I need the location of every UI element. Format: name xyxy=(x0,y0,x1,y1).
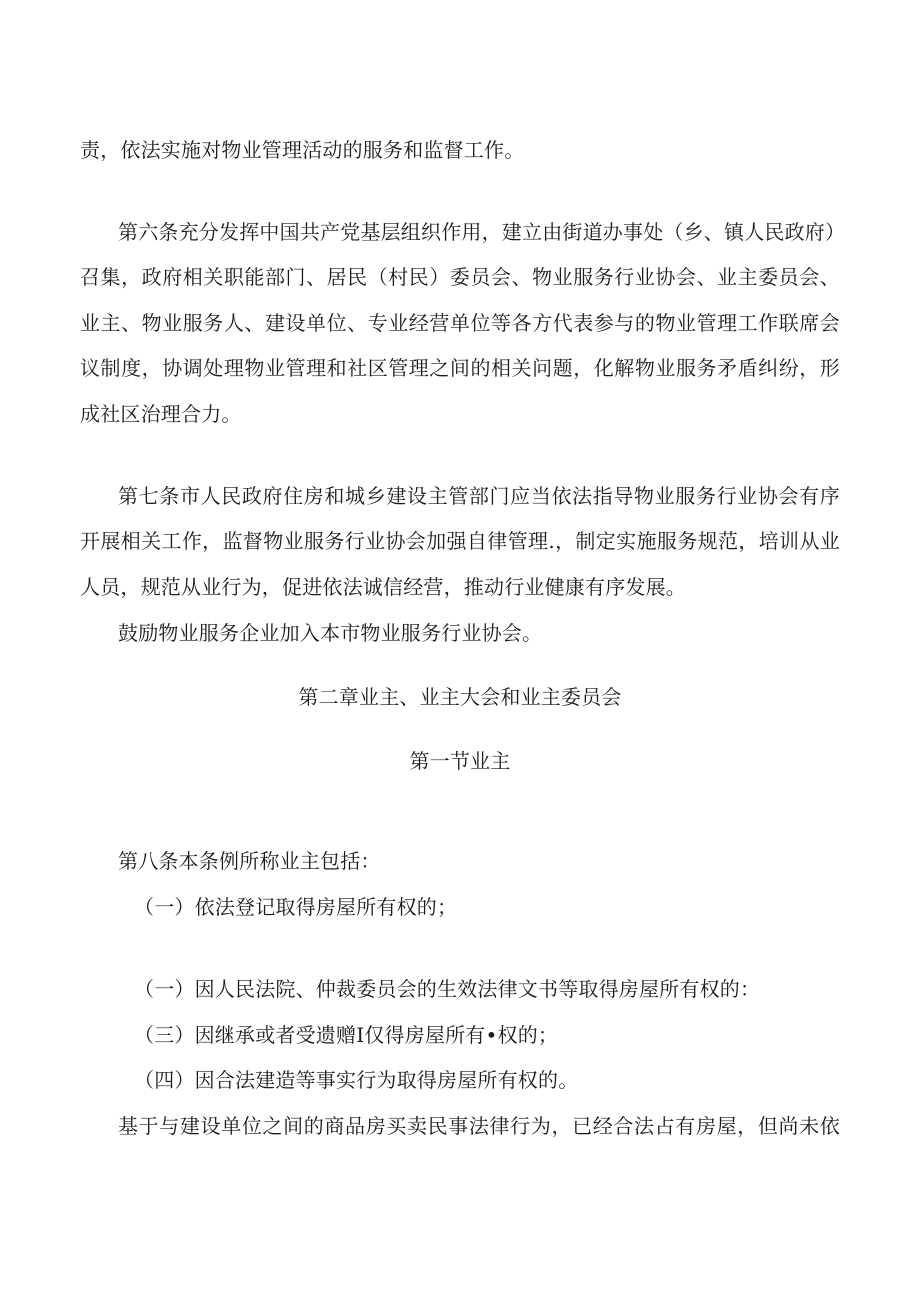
article-7-paragraph-2: 鼓励物业服务企业加入本市物业服务行业协会。 xyxy=(118,621,543,645)
paragraph-line: 责，依法实施对物业管理活动的服务和监督工作。 xyxy=(80,138,525,162)
article-7-line-1: 第七条市人民政府住房和城乡建设主管部门应当依法指导物业服务行业协会有序 xyxy=(118,484,840,508)
article-8-item-4: （四）因合法建造等事实行为取得房屋所有权的。 xyxy=(134,1068,579,1092)
article-8-intro: 第八条本条例所称业主包括： xyxy=(118,849,381,873)
article-6-line-2: 召集，政府相关职能部门、居民（村民）委员会、物业服务行业协会、业主委员会、 xyxy=(80,265,840,289)
article-7-line-2: 开展相关工作，监督物业服务行业协会加强自律管理.，制定实施服务规范，培训从业 xyxy=(80,529,840,553)
article-8-item-2: （一）因人民法院、仲裁委员会的生效法律文书等取得房屋所有权的： xyxy=(134,977,761,1001)
article-6-line-5: 成社区治理合力。 xyxy=(80,402,242,426)
article-6-line-1: 第六条充分发挥中国共产党基层组织作用，建立由街道办事处（乡、镇人民政府） xyxy=(118,220,846,244)
article-8-paragraph-2: 基于与建设单位之间的商品房买卖民事法律行为，已经合法占有房屋，但尚未依 xyxy=(118,1114,840,1138)
chapter-title: 第二章业主、业主大会和业主委员会 xyxy=(298,685,622,709)
article-6-line-3: 业主、物业服务人、建设单位、专业经营单位等各方代表参与的物业管理工作联席会 xyxy=(80,311,840,335)
article-7-line-3: 人员，规范从业行为，促进依法诚信经营，推动行业健康有序发展。 xyxy=(80,575,686,599)
article-8-item-3: （三）因继承或者受遗赠I仅得房屋所有•权的； xyxy=(134,1023,559,1047)
section-title: 第一节业主 xyxy=(409,749,511,773)
article-6-line-4: 议制度，协调处理物业管理和社区管理之间的相关问题，化解物业服务矛盾纠纷，形 xyxy=(80,356,840,380)
article-8-item-1: （一）依法登记取得房屋所有权的； xyxy=(134,895,458,919)
